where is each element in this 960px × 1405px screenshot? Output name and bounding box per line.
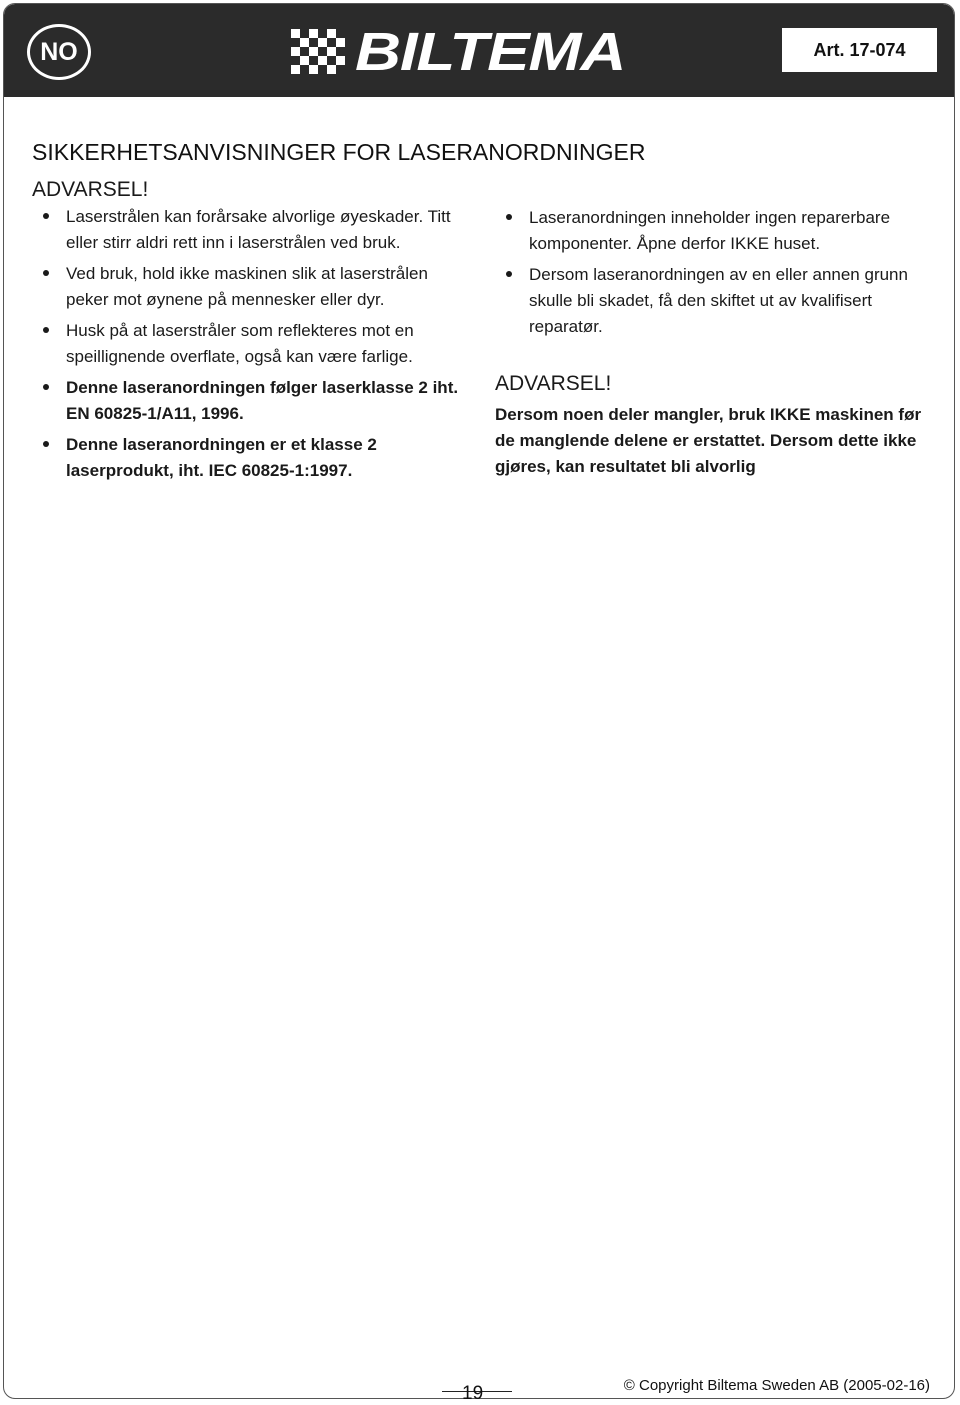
right-warning-block [495, 370, 935, 480]
right-column [495, 205, 935, 480]
checkered-flag-icon [291, 29, 347, 75]
list-item: Laserstrålen kan forårsake alvorlige øyeskader. Titt eller stirr aldri rett inn i laserstrålen ved bruk. [32, 204, 472, 256]
brand-wordmark: BILTEMA [355, 22, 626, 82]
list-item: Dersom laseranordningen av en eller annen grunn skulle bli skadet, få den skiftet ut av kvalifisert reparatør. [495, 262, 935, 340]
warning-heading-left: ADVARSEL! [32, 178, 149, 201]
list-item: Husk på at laserstråler som reflekteres mot en speillignende overflate, også kan være farlige. [32, 318, 472, 370]
header-band [4, 4, 954, 97]
article-number: Art. 17-074 [782, 28, 937, 72]
list-item: Denne laseranordningen er et klasse 2 laserprodukt, iht. IEC 60825-1:1997. [32, 432, 472, 484]
brand-logo [291, 22, 626, 82]
page-frame [3, 3, 955, 1399]
left-column [32, 176, 472, 489]
language-badge: NO [27, 24, 91, 80]
list-item: Denne laseranordningen følger laserklasse 2 iht. EN 60825-1/A11, 1996. [32, 375, 472, 427]
page-number: 19 [462, 1383, 484, 1404]
warning-heading-right: ADVARSEL! [495, 372, 612, 395]
list-item: Ved bruk, hold ikke maskinen slik at laserstrålen peker mot øynene på mennesker eller dyr. [32, 261, 472, 313]
list-item: Laseranordningen inneholder ingen reparerbare komponenter. Åpne derfor IKKE huset. [495, 205, 935, 257]
left-bullet-list [32, 204, 472, 484]
right-bullet-list [495, 205, 935, 340]
page-title: SIKKERHETSANVISNINGER FOR LASERANORDNINGER [32, 139, 646, 165]
warning-text: Dersom noen deler mangler, bruk IKKE maskinen før de manglende delene er erstattet. Dersom dette ikke gjøres, kan resultatet bli alvorlig [495, 405, 922, 476]
copyright-notice: © Copyright Biltema Sweden AB (2005-02-16) [623, 1377, 930, 1394]
